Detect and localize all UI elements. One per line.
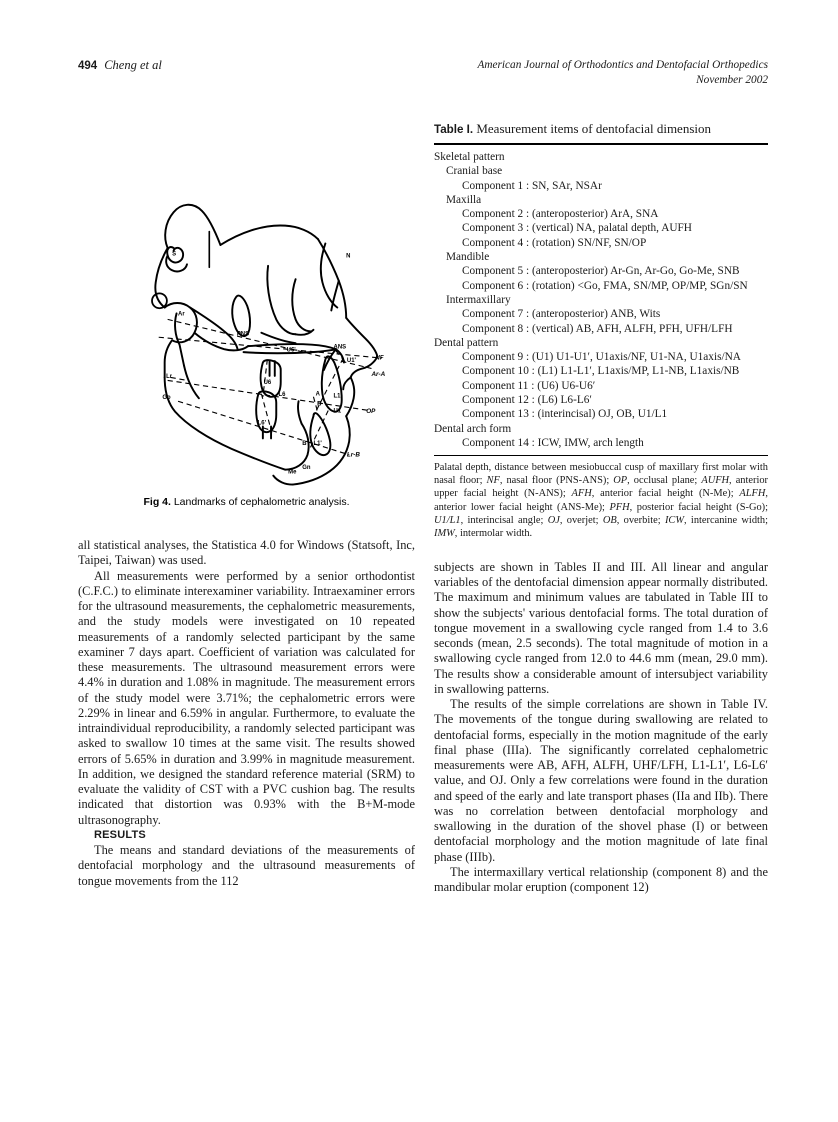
landmark-label-U1-prime: U1' xyxy=(346,357,356,364)
table-row: Mandible xyxy=(446,251,490,264)
landmark-label-Gn: Gn xyxy=(302,464,311,471)
table-1 xyxy=(434,120,768,540)
landmark-label-Lr: Lr xyxy=(166,374,173,381)
landmark-label-B-lower: B xyxy=(302,441,307,448)
table-row: Cranial base xyxy=(446,165,503,178)
table-row: Component 11 : (U6) U6-U6′ xyxy=(462,379,596,392)
table-row: Dental pattern xyxy=(434,336,499,349)
table-row: Intermaxillary xyxy=(446,293,511,306)
landmark-label-Me: Me xyxy=(288,469,297,476)
table-row: Component 13 : (interincisal) OJ, OB, U1/L1 xyxy=(462,408,668,421)
table-row: Component 8 : (vertical) AB, AFH, ALFH, PFH, UFH/LFH xyxy=(462,322,733,335)
figure-cephalometric-tracing xyxy=(78,120,415,520)
table-row: Component 5 : (anteroposterior) Ar-Gn, Ar-Go, Go-Me, SNB xyxy=(462,265,740,278)
landmark-label-NF: NF xyxy=(375,354,384,362)
landmark-label-PNS: PNS xyxy=(236,331,250,338)
right-column-body xyxy=(434,560,768,896)
landmark-label-L6-prime: L6' xyxy=(257,420,267,427)
section-heading-results: RESULTS xyxy=(94,828,146,841)
table-body xyxy=(434,145,768,455)
figure-caption-text: Landmarks of cephalometric analysis. xyxy=(173,496,350,508)
running-head-author: Cheng et al xyxy=(104,58,162,72)
cephalometric-tracing-svg xyxy=(78,120,415,492)
table-row: Dental arch form xyxy=(434,422,512,435)
table-row: Maxilla xyxy=(446,193,482,206)
left-column-body xyxy=(78,538,415,889)
journal-title: American Journal of Orthodontics and Dentofacial Orthopedics xyxy=(477,59,768,71)
table-row: Component 12 : (L6) L6-L6′ xyxy=(462,394,592,407)
paragraph: subjects are shown in Tables II and III. All linear and angular variables of the dentofacial dimension appear normally distributed. The maximum and minimum values are tabulated in Table III to show the subjects' various dentofacial forms. The total duration of tongue movement in a swallowing cycle ranged from 1.4 to 3.6 seconds (mean, 2.5 seconds). The total magnitude of motion in a swallowing cycle ranged from 12.0 to 44.6 mm (mean, 29.0 mm). The results show a considerable amount of intersubject variability in swallowing patterns. xyxy=(434,559,768,696)
landmark-label-ANS: ANS xyxy=(333,344,347,351)
paragraph: The results of the simple correlations are shown in Table IV. The movements of the tongue during swallowing are related to dentofacial forms, especially in the motion magnitude of the early final phase (IIIa). The significantly correlated cephalometric measurements were AB, AFH, ALFH, UHF/LFH, L1-L1′, L6-L6′ value, and OJ. Only a few correlations were found in the duration and speed of the early and late transport phases (IIa and IIb). There was no correlation between dentofacial morphology and swallowing in the duration of the shovel phase (I) or between dentofacial morphology and the motion magnitude of late final phase (IIIb). xyxy=(434,697,768,864)
paragraph: The means and standard deviations of the measurements of dentofacial morphology and the ultrasound measurements of tongue movements from the 112 xyxy=(78,843,415,888)
table-footnote: Palatal depth, distance between mesiobuccal cusp of maxillary first molar with nasal floor; NF, nasal floor (PNS-ANS); OP, occlusal plane; AUFH, anterior upper facial height (N-ANS); AFH, anterior facial height (N-Me); ALFH, anterior lower facial height (ANS-Me); PFH, posterior facial height (S-Go); U1/L1, interincisal angle; OJ, overjet; OB, overbite; ICW, intercanine width; IMW, intermolar width. xyxy=(434,462,769,539)
figure-caption-label: Fig 4. xyxy=(143,496,171,508)
landmark-label-Lr-B: Lr-B xyxy=(346,451,360,459)
paragraph: The intermaxillary vertical relationship (component 8) and the mandibular molar eruption (component 12) xyxy=(434,864,768,895)
paragraph: All measurements were performed by a senior orthodontist (C.F.C.) to eliminate interexaminer variability. Intraexaminer errors for the ultrasound measurements, the cephalometric measurements, and the study models were investigated on 10 repeated measurements of a randomly selected participant by the same examiner 7 days apart. Coefficient of variation was calculated for these measurements. The ultrasound measurement errors were 4.4% in duration and 1.08% in magnitude. The measurement errors of the study model were 3.71%; the cephalometric errors were 2.29% in linear and 6.59% in angular. Furthermore, to evaluate the intraindividual reproducibility, a randomly selected participant was asked to swallow 10 times at the same visit. The results showed errors of 5.65% in duration and 3.99% in magnitude measurement. In addition, we designed the standard reference material (SRM) to evaluate the validity of CST with a PVC cushion bag. The results indicated that distortion was 0.93% with the B+M-mode ultrasonography. xyxy=(78,568,415,827)
landmark-label-OP: OP xyxy=(366,408,376,416)
table-row: Component 4 : (rotation) SN/NF, SN/OP xyxy=(462,236,647,249)
running-head-right xyxy=(477,58,768,88)
table-row: Component 6 : (rotation) <Go, FMA, SN/MP, OP/MP, SGn/SN xyxy=(462,279,748,292)
table-row: Component 7 : (anteroposterior) ANB, Wits xyxy=(462,308,661,321)
landmark-label-L6: L6 xyxy=(278,392,286,399)
running-head-left xyxy=(78,58,162,73)
page-number: 494 xyxy=(78,60,98,72)
table-row: Component 14 : ICW, IMW, arch length xyxy=(462,436,644,449)
landmark-label-S: S xyxy=(172,251,177,258)
table-row: Component 2 : (anteroposterior) ArA, SNA xyxy=(462,208,659,221)
table-number: Table I. xyxy=(434,123,474,136)
landmark-label-U1: U1 xyxy=(333,408,342,415)
table-row: Skeletal pattern xyxy=(434,151,505,163)
landmark-label-Ar-A: Ar-A xyxy=(371,370,386,378)
landmark-label-N: N xyxy=(346,253,351,260)
paragraph: all statistical analyses, the Statistica 4.0 for Windows (Statsoft, Inc, Taipei, Taiwan) was used. xyxy=(78,538,415,568)
figure-caption xyxy=(78,496,415,508)
landmark-label-B-upper: B xyxy=(317,401,322,408)
landmark-label-Ar: Ar xyxy=(178,311,185,318)
landmark-label-L1-prime-lower: L1' xyxy=(313,441,322,448)
table-row: Component 3 : (vertical) NA, palatal depth, AUFH xyxy=(462,222,692,235)
landmark-label-L1-prime-upper: L1' xyxy=(333,393,342,400)
landmark-label-U6-prime: U6' xyxy=(286,347,296,354)
issue-date: November 2002 xyxy=(696,74,768,86)
running-head xyxy=(78,58,768,96)
left-column xyxy=(78,120,415,889)
landmark-label-A: A xyxy=(315,391,320,398)
landmark-label-U6: U6 xyxy=(263,380,272,387)
table-title xyxy=(434,120,768,138)
landmark-label-Go: Go xyxy=(162,394,171,401)
right-column xyxy=(434,120,768,895)
table-row: Component 10 : (L1) L1-L1′, L1axis/MP, L1-NB, L1axis/NB xyxy=(462,365,740,378)
table-title-text: Measurement items of dentofacial dimension xyxy=(476,121,711,136)
table-row: Component 9 : (U1) U1-U1′, U1axis/NF, U1-NA, U1axis/NA xyxy=(462,351,741,364)
table-row: Component 1 : SN, SAr, NSAr xyxy=(462,179,602,192)
